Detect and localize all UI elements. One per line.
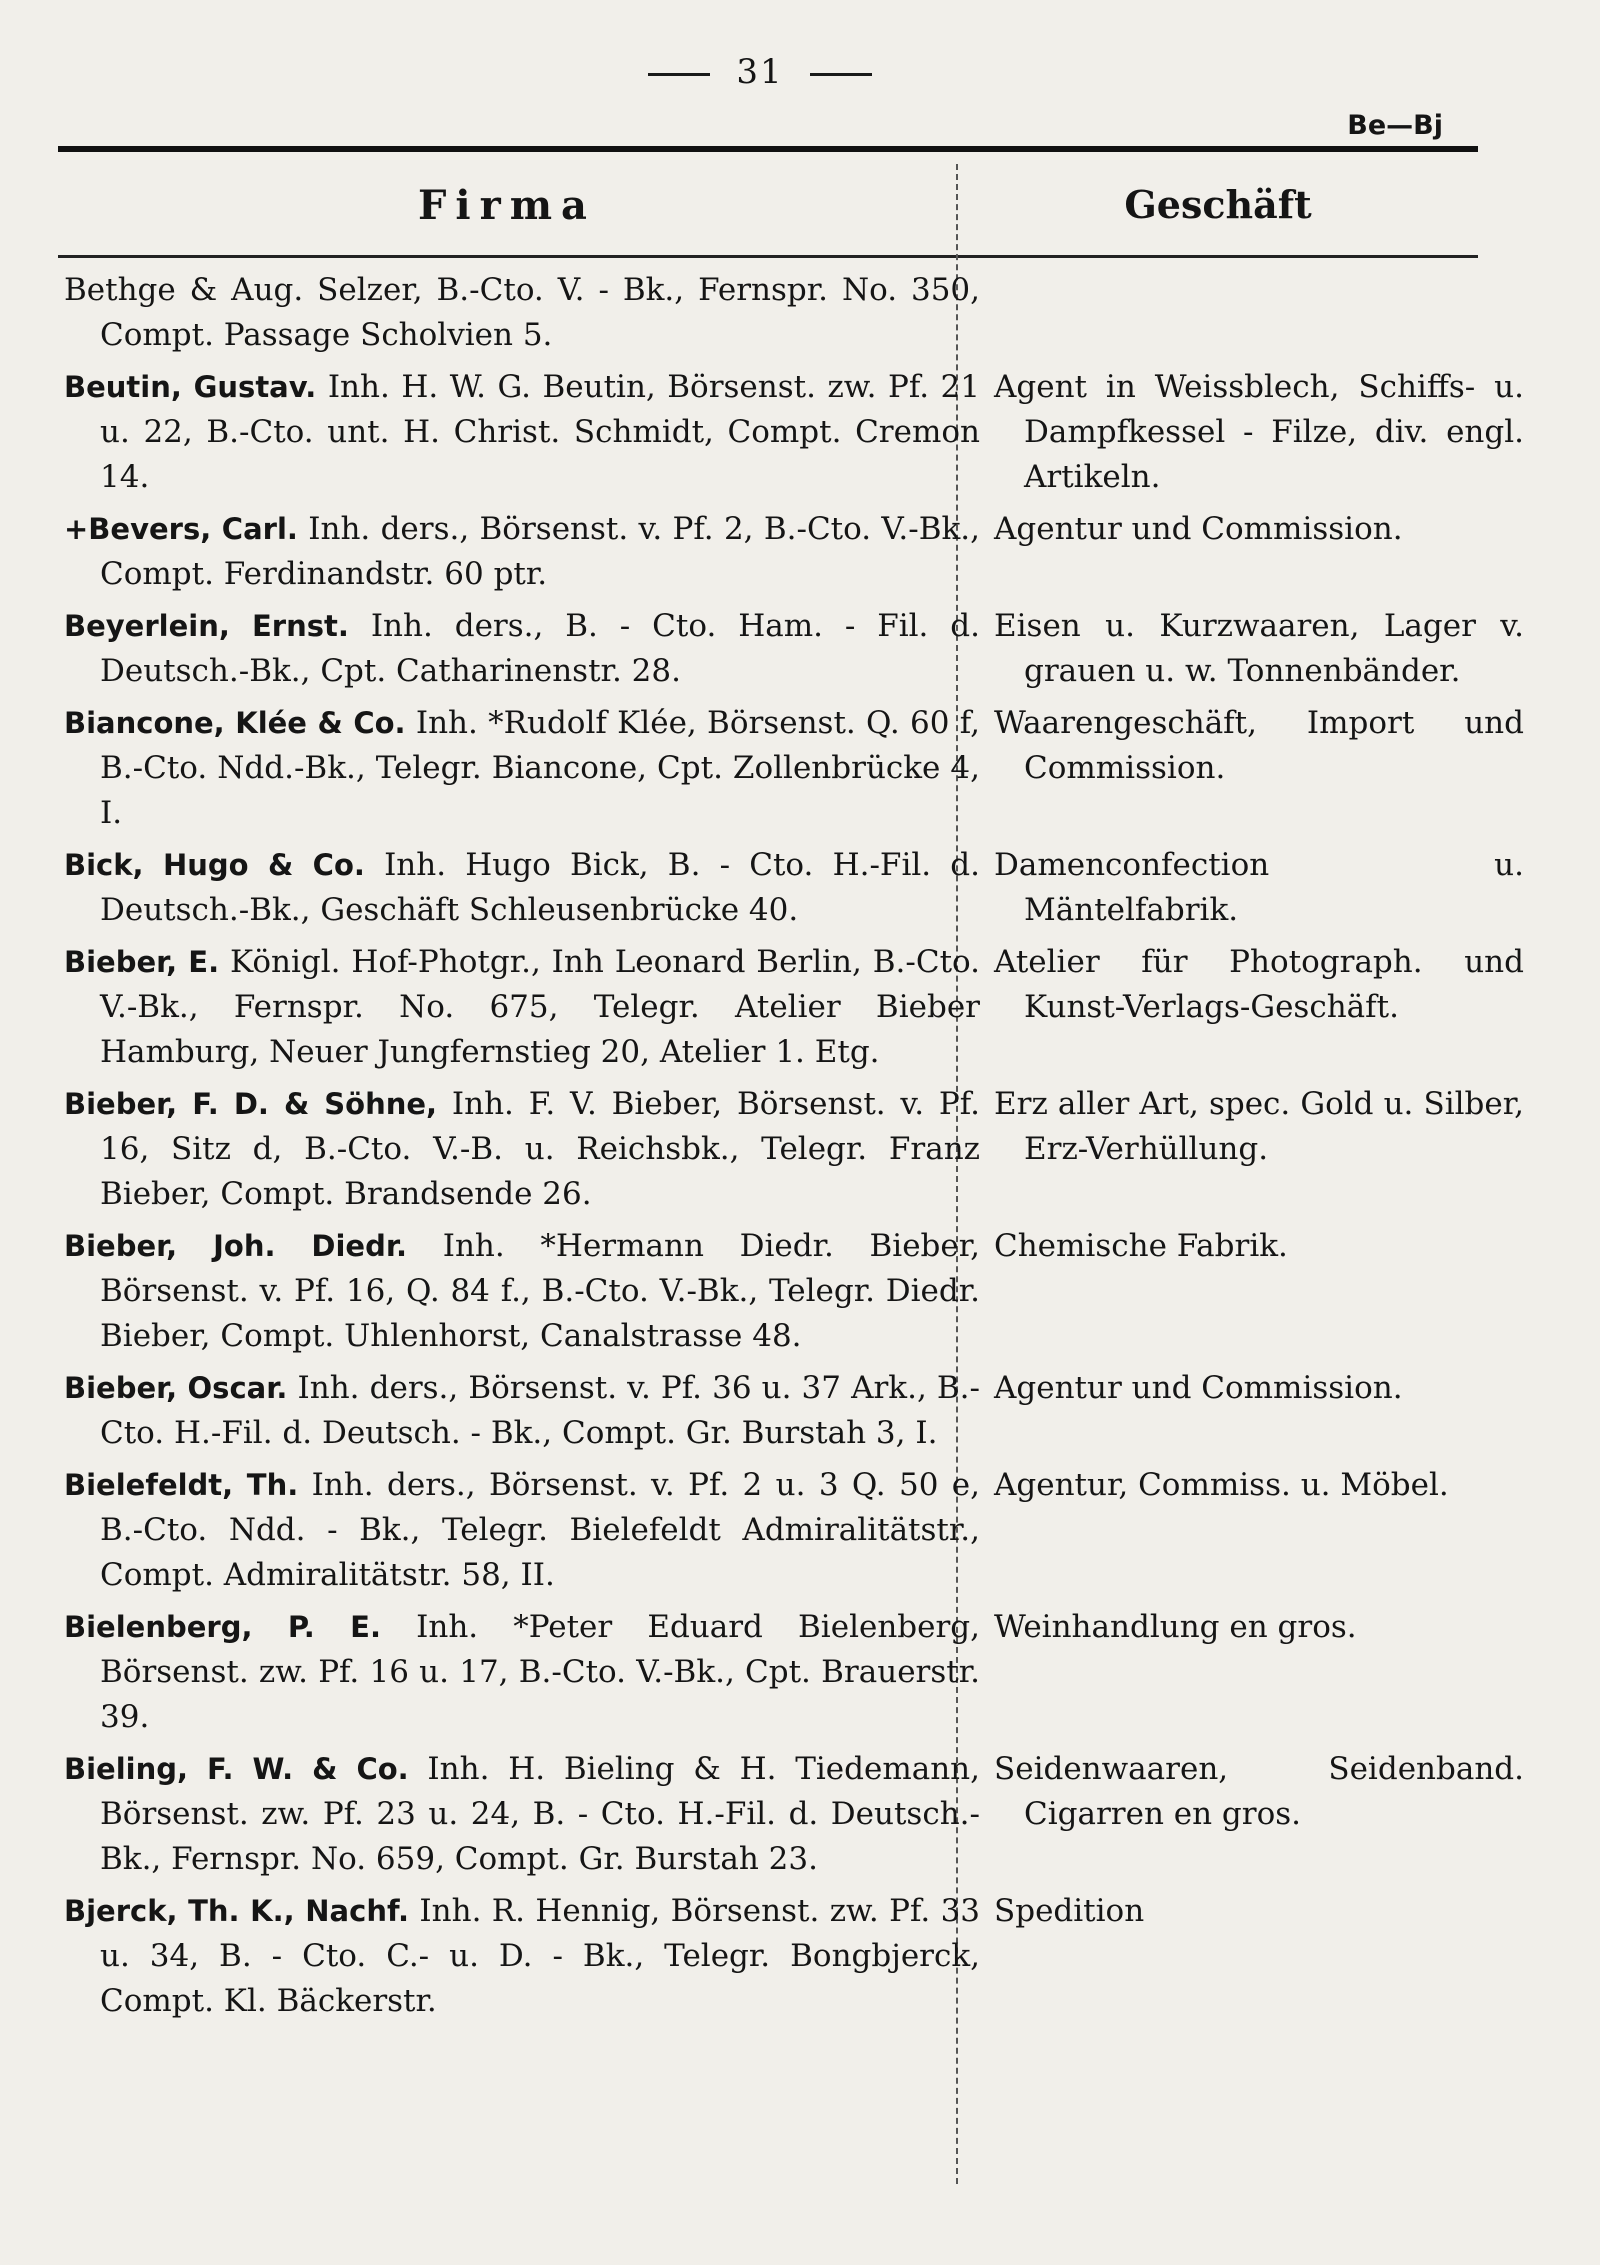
firm-details: Königl. Hof-Photgr., Inh Leonard Berlin, B.-Cto. V.-Bk., Fernspr. No. 675, Telegr. Atelier Bieber Hamburg, Neuer Jungfernstieg 20, Atelier 1. Etg.	[100, 944, 980, 1070]
entry-bieling	[0, 1747, 1600, 1882]
entry-bjerck	[0, 1889, 1600, 2024]
entry-bielefeldt	[0, 1463, 1600, 1598]
entry-beutin	[0, 365, 1600, 500]
entry-firma	[64, 1747, 980, 1882]
entry-business: Waarengeschäft, Import und Commission.	[994, 705, 1524, 786]
firm-details: Inh. ders., Börsenst. v. Pf. 36 u. 37 Ark., B.-Cto. H.-Fil. d. Deutsch. - Bk., Compt. Gr. Burstah 3, I.	[100, 1370, 980, 1451]
firm-details: Inh. *Hermann Diedr. Bieber, Börsenst. v. Pf. 16, Q. 84 f., B.-Cto. V.-Bk., Telegr. Diedr. Bieber, Compt. Uhlenhorst, Canalstrasse 48.	[100, 1228, 981, 1354]
entry-beyerlein	[0, 604, 1600, 694]
entry-business: Seidenwaaren, Seidenband. Cigarren en gros.	[994, 1751, 1524, 1832]
firm-name: Beutin, Gustav.	[64, 370, 317, 404]
firm-name: Bieling, F. W. & Co.	[64, 1752, 409, 1786]
entry-firma	[64, 1605, 980, 1740]
firm-details: Inh. F. V. Bieber, Börsenst. v. Pf. 16, Sitz d, B.-Cto. V.-B. u. Reichsbk., Telegr. Franz Bieber, Compt. Brandsende 26.	[100, 1086, 980, 1212]
entry-business: Spedition	[994, 1893, 1145, 1929]
entry-firma	[64, 1224, 980, 1359]
entry-bethge	[0, 268, 1600, 358]
entry-business: Chemische Fabrik.	[994, 1228, 1288, 1264]
entry-business: Agentur, Commiss. u. Möbel.	[994, 1467, 1449, 1503]
letter-range: Be—Bj	[1347, 110, 1443, 141]
entry-biancone	[0, 701, 1600, 836]
entry-business: Weinhandlung en gros.	[994, 1609, 1357, 1645]
entry-firma	[64, 843, 980, 933]
firm-name: Beyerlein, Ernst.	[64, 609, 349, 643]
firm-name: Biancone, Klée & Co.	[64, 706, 406, 740]
entry-firma	[64, 507, 980, 597]
firm-name: +Bevers, Carl.	[64, 512, 298, 546]
firm-name: Bieber, Oscar.	[64, 1371, 288, 1405]
entry-business: Agentur und Commission.	[994, 511, 1403, 547]
entry-firma	[64, 1366, 980, 1456]
left-dash	[648, 73, 710, 76]
entry-business: Damenconfection u. Mäntelfabrik.	[994, 847, 1524, 928]
right-dash	[810, 73, 872, 76]
entry-firma	[64, 701, 980, 836]
entry-firma	[64, 604, 980, 694]
firm-details: Inh. ders., Börsenst. v. Pf. 2 u. 3 Q. 50 e, B.-Cto. Ndd. - Bk., Telegr. Bielefeldt Admiralitätstr., Compt. Admiralitätstr. 58, II.	[100, 1467, 980, 1593]
entry-firma	[64, 1082, 980, 1217]
entry-firma	[64, 1463, 980, 1598]
entry-bick	[0, 843, 1600, 933]
firm-name: Bick, Hugo & Co.	[64, 848, 365, 882]
firm-details: Inh. R. Hennig, Börsenst. zw. Pf. 33 u. 34, B. - Cto. C.- u. D. - Bk., Telegr. Bongbjerck, Compt. Kl. Bäckerstr.	[100, 1893, 981, 2019]
entry-firma	[64, 268, 980, 358]
entry-firma	[64, 1889, 980, 2024]
entry-bieber-fd	[0, 1082, 1600, 1217]
firm-name: Bieber, F. D. & Söhne,	[64, 1087, 438, 1121]
firm-details: Inh. *Rudolf Klée, Börsenst. Q. 60 f, B.-Cto. Ndd.-Bk., Telegr. Biancone, Cpt. Zollenbrücke 4, I.	[100, 705, 980, 831]
firm-details: Inh. H. Bieling & H. Tiedemann, Börsenst. zw. Pf. 23 u. 24, B. - Cto. H.-Fil. d. Deutsch.-Bk., Fernspr. No. 659, Compt. Gr. Burstah 23.	[100, 1751, 980, 1877]
firm-details: Inh. H. W. G. Beutin, Börsenst. zw. Pf. 21 u. 22, B.-Cto. unt. H. Christ. Schmidt, Compt. Cremon 14.	[100, 369, 980, 495]
entry-business: Agentur und Commission.	[994, 1370, 1403, 1406]
entry-business: Agent in Weissblech, Schiffs- u. Dampfkessel - Filze, div. engl. Artikeln.	[994, 369, 1524, 495]
entry-bieber-e	[0, 940, 1600, 1075]
entry-business: Erz aller Art, spec. Gold u. Silber, Erz-Verhüllung.	[994, 1086, 1524, 1167]
page-number	[0, 52, 1520, 92]
page-number-text: 31	[736, 52, 784, 92]
column-header-geschaeft: Geschäft	[1124, 182, 1312, 227]
entry-bevers	[0, 507, 1600, 597]
firm-name: Bieber, E.	[64, 945, 220, 979]
entry-bieber-oscar	[0, 1366, 1600, 1456]
entry-bieber-joh	[0, 1224, 1600, 1359]
firm-name: Bjerck, Th. K., Nachf.	[64, 1894, 410, 1928]
firm-name: Bieber, Joh. Diedr.	[64, 1229, 408, 1263]
entry-firma	[64, 940, 980, 1075]
firm-details: Bethge & Aug. Selzer, B.-Cto. V. - Bk., Fernspr. No. 350, Compt. Passage Scholvien 5.	[64, 272, 980, 353]
firm-details: Inh. Hugo Bick, B. - Cto. H.-Fil. d. Deutsch.-Bk., Geschäft Schleusenbrücke 40.	[100, 847, 980, 928]
column-header-firma: Firma	[418, 182, 596, 229]
firm-details: Inh. ders., Börsenst. v. Pf. 2, B.-Cto. V.-Bk., Compt. Ferdinandstr. 60 ptr.	[100, 511, 981, 592]
header-rule	[58, 255, 1478, 258]
entry-business: Eisen u. Kurzwaaren, Lager v. grauen u. w. Tonnenbänder.	[994, 608, 1524, 689]
entry-list	[0, 268, 1600, 2031]
firm-name: Bielefeldt, Th.	[64, 1468, 299, 1502]
top-rule	[58, 146, 1478, 152]
entry-bielenberg	[0, 1605, 1600, 1740]
firm-name: Bielenberg, P. E.	[64, 1610, 381, 1644]
entry-firma	[64, 365, 980, 500]
firm-details: Inh. *Peter Eduard Bielenberg, Börsenst. zw. Pf. 16 u. 17, B.-Cto. V.-Bk., Cpt. Brauerstr. 39.	[100, 1609, 980, 1735]
entry-business: Atelier für Photograph. und Kunst-Verlags-Geschäft.	[994, 944, 1524, 1025]
firm-details: Inh. ders., B. - Cto. Ham. - Fil. d. Deutsch.-Bk., Cpt. Catharinenstr. 28.	[100, 608, 981, 689]
